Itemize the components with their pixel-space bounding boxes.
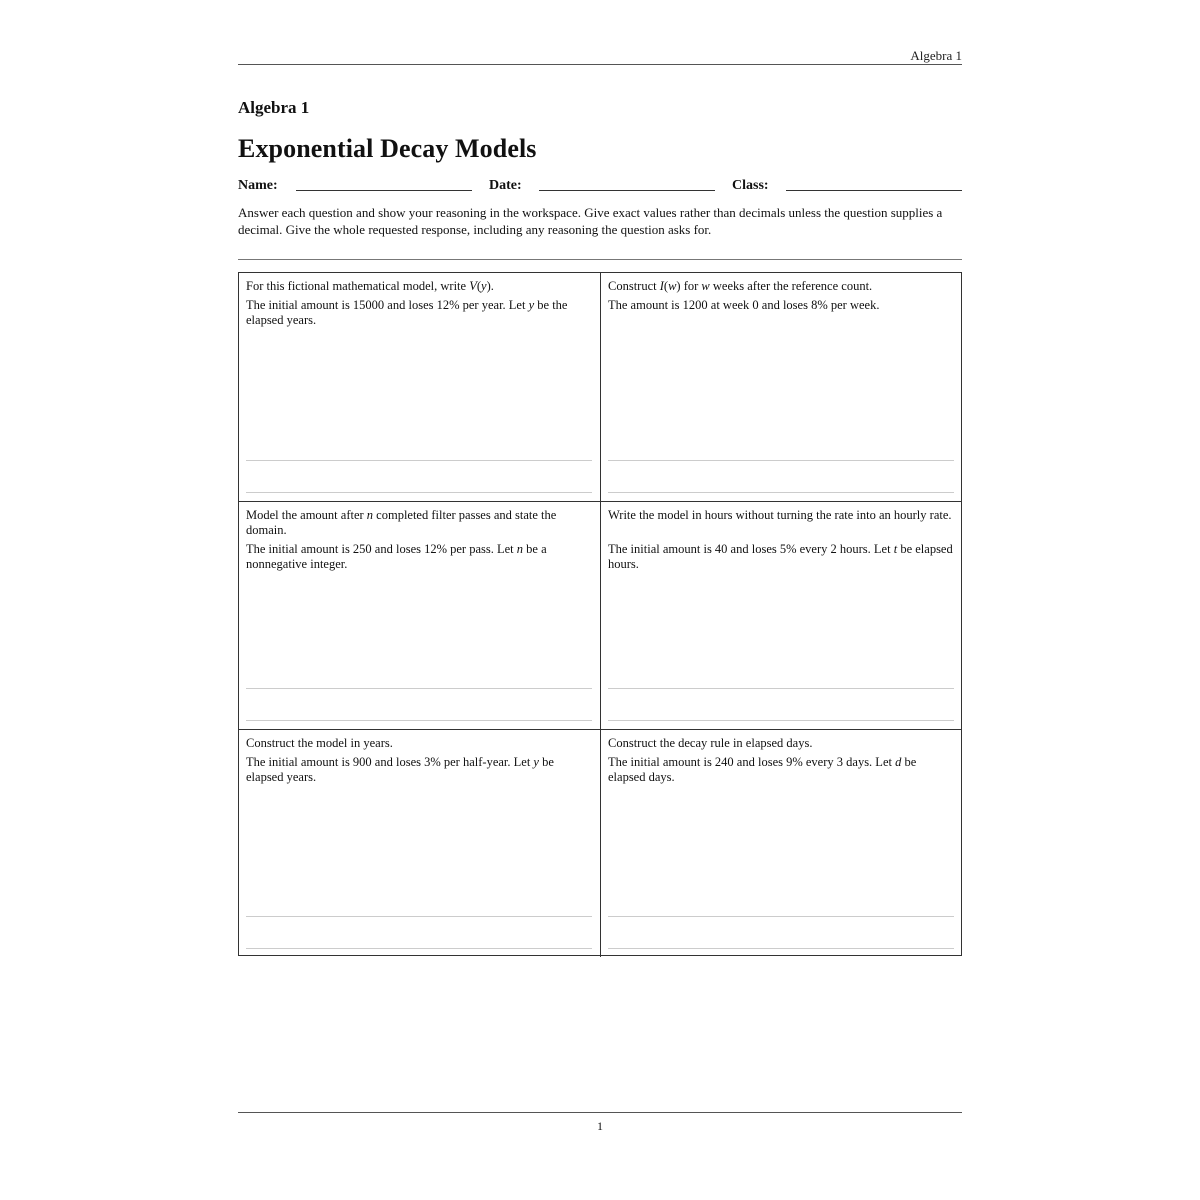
problem-cell-4 [600, 501, 962, 729]
answer-line[interactable] [608, 460, 954, 461]
problem-detail: The initial amount is 40 and loses 5% every 2 hours. Let t be elapsed hours. [608, 542, 953, 571]
problem-grid [238, 272, 962, 956]
date-field[interactable] [539, 190, 715, 191]
problem-detail: The initial amount is 15000 and loses 12% per year. Let y be the elapsed years. [246, 298, 568, 327]
course-heading: Algebra 1 [238, 98, 310, 117]
worksheet-page [238, 0, 962, 1200]
problem-detail: The initial amount is 900 and loses 3% per half-year. Let y be elapsed years. [246, 755, 554, 784]
problem-prompt: Construct the decay rule in elapsed days. [608, 736, 813, 750]
answer-line[interactable] [246, 460, 592, 461]
problem-cell-1 [239, 273, 601, 501]
page-title: Exponential Decay Models [238, 134, 537, 163]
answer-line[interactable] [246, 948, 592, 949]
problem-prompt: Model the amount after n completed filter passes and state the domain. [246, 508, 557, 537]
problem-cell-6 [600, 729, 962, 957]
problem-prompt: Construct the model in years. [246, 736, 393, 750]
name-field[interactable] [296, 190, 472, 191]
answer-line[interactable] [246, 492, 592, 493]
problem-cell-5 [239, 729, 601, 957]
problem-cell-3 [239, 501, 601, 729]
answer-line[interactable] [246, 916, 592, 917]
answer-line[interactable] [608, 916, 954, 917]
answer-line[interactable] [246, 720, 592, 721]
problem-detail: The amount is 1200 at week 0 and loses 8% per week. [608, 298, 880, 312]
answer-line[interactable] [246, 688, 592, 689]
section-rule [238, 259, 962, 260]
class-label: Class: [732, 178, 769, 193]
header-rule [238, 64, 962, 65]
date-label: Date: [489, 178, 522, 193]
answer-line[interactable] [608, 688, 954, 689]
instructions: Answer each question and show your reasoning in the workspace. Give exact values rather than decimals unless the question supplies a decimal. Give the whole requested response, including any reasoning the question asks for. [238, 205, 943, 237]
problem-detail: The initial amount is 250 and loses 12% per pass. Let n be a nonnegative integer. [246, 542, 547, 571]
answer-line[interactable] [608, 720, 954, 721]
problem-detail: The initial amount is 240 and loses 9% every 3 days. Let d be elapsed days. [608, 755, 917, 784]
problem-prompt: For this fictional mathematical model, write V(y). [246, 279, 494, 293]
problem-prompt: Write the model in hours without turning the rate into an hourly rate. [608, 508, 952, 522]
answer-line[interactable] [608, 492, 954, 493]
page-number: 1 [597, 1119, 603, 1133]
running-head: Algebra 1 [910, 48, 962, 63]
answer-line[interactable] [608, 948, 954, 949]
class-field[interactable] [786, 190, 962, 191]
name-label: Name: [238, 178, 278, 193]
footer-rule [238, 1112, 962, 1113]
problem-cell-2 [600, 273, 962, 501]
student-info-fields [238, 176, 962, 196]
problem-prompt: Construct I(w) for w weeks after the reference count. [608, 279, 873, 293]
